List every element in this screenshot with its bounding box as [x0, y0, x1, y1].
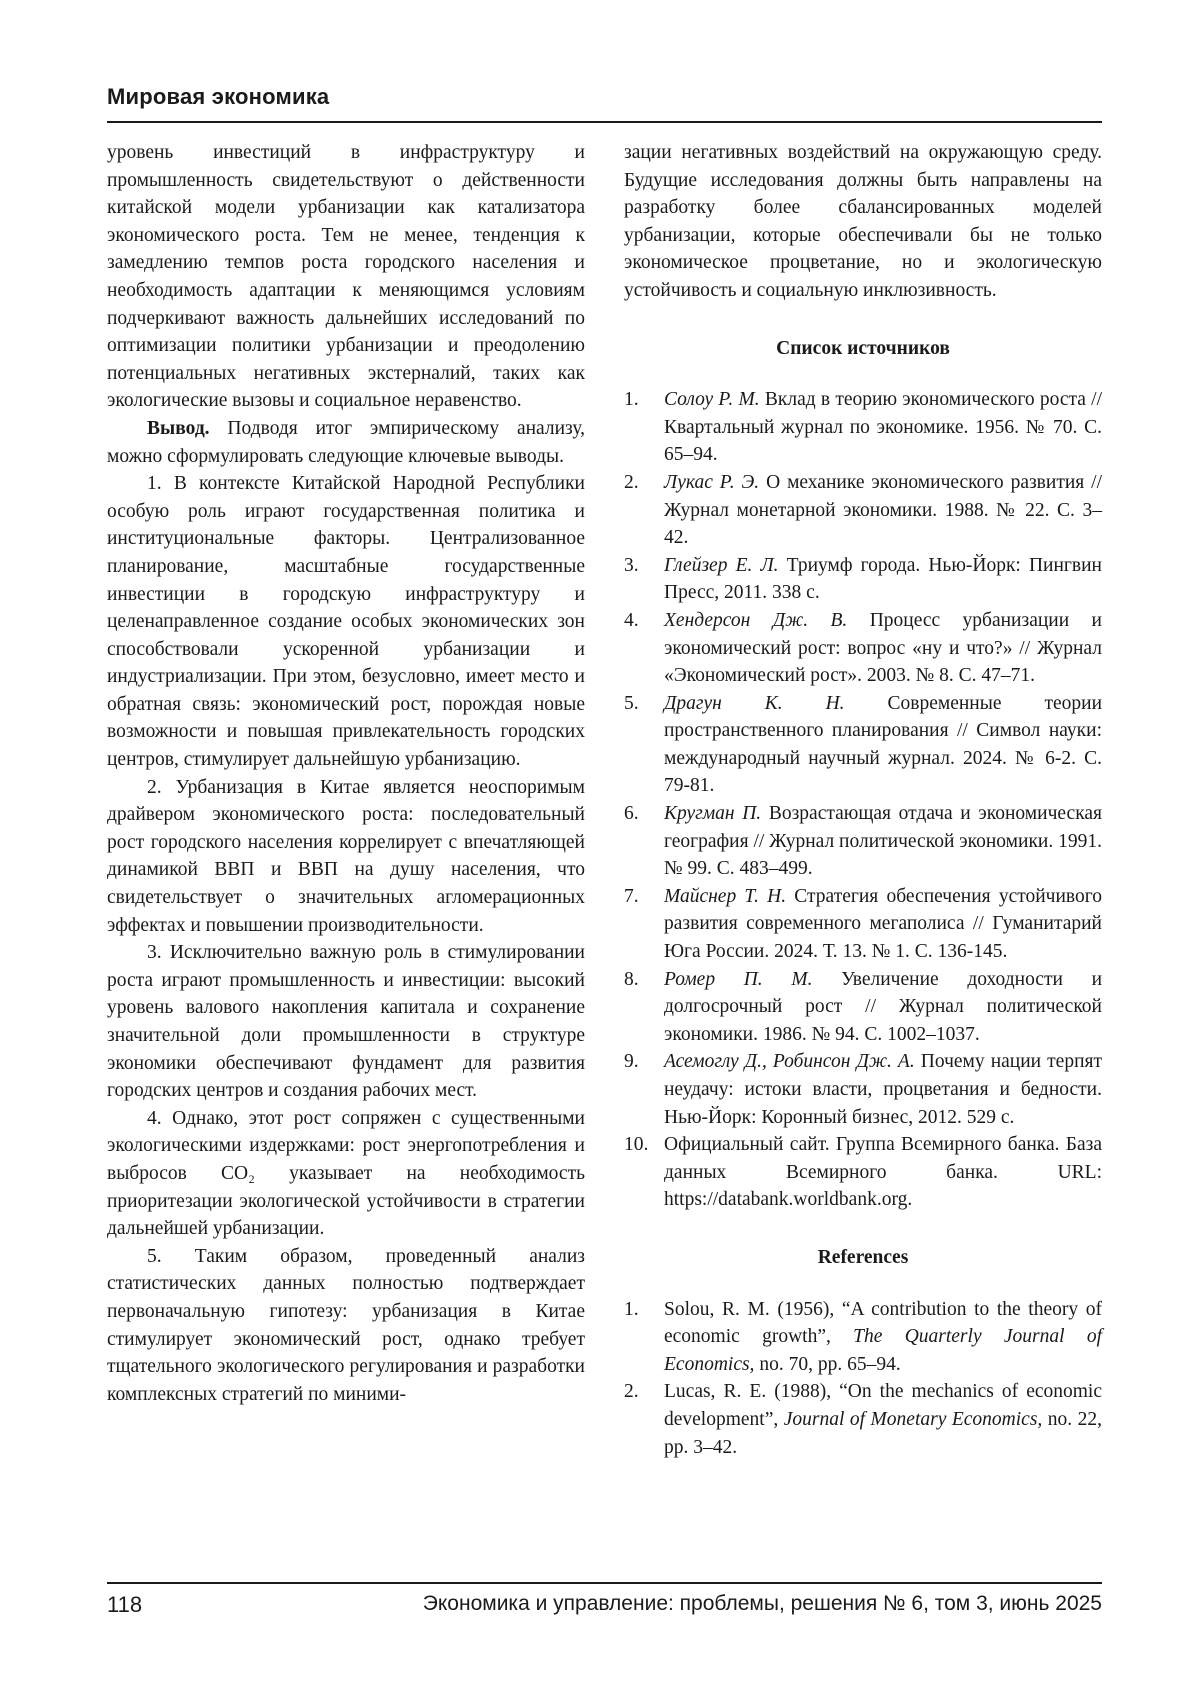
- source-number: 1.: [624, 389, 639, 411]
- source-item: [624, 690, 1102, 800]
- sources-heading: Список источников: [776, 337, 950, 359]
- left-column: [107, 139, 585, 1408]
- right-column: [624, 139, 1102, 1461]
- reference-text: [664, 1296, 1102, 1379]
- source-number: 6.: [624, 803, 639, 825]
- reference-number: 1.: [624, 1298, 639, 1320]
- source-text: [664, 469, 1102, 552]
- footer-rule: [107, 1582, 1102, 1584]
- reference-pre: Lucas, R. E. (1988), “On the mechanics of economic development”,: [664, 1381, 1102, 1430]
- source-author: Драгун К. Н.: [664, 692, 845, 714]
- source-author: Кругман П.: [664, 803, 762, 825]
- source-author: Асемоглу Д., Робинсон Дж. А.: [664, 1051, 915, 1073]
- source-text: [664, 386, 1102, 469]
- source-number: 10.: [624, 1134, 649, 1156]
- source-author: Хендерсон Дж. В.: [664, 609, 848, 631]
- conclusion-point-2: 2. Урбанизация в Китае является неоспоримым драйвером экономического роста: последовательный рост городского населения коррелирует с впечатляющей динамикой ВВП и ВВП на душу населения, что свидетельствует о значительных агломерационных эффектах и повышении производительности.: [107, 776, 585, 936]
- source-number: 9.: [624, 1051, 639, 1073]
- conclusion-point-4: 4. Однако, этот рост сопряжен с существенными экологическими издержками: рост энергопотребления и выбросов CO₂ указывает на необходимость приоритезации экологической устойчивости в стратегии дальнейшей урбанизации.: [107, 1107, 585, 1240]
- paragraph: зации негативных воздействий на окружающую среду. Будущие исследования должны быть направлены на разработку более сбалансированных моделей урбанизации, которые обеспечивали бы не только экономическое процветание, но и экологическую устойчивость и социальную инклюзивность.: [624, 142, 1102, 301]
- header-rule: [107, 121, 1102, 123]
- conclusion-point-5: 5. Таким образом, проведенный анализ статистических данных полностью подтверждает первоначальную гипотезу: урбанизация в Китае стимулирует экономический рост, однако требует тщательного экологического регулирования и разработки комплексных стратегий по миними-: [107, 1245, 585, 1405]
- conclusion-paragraph: [107, 415, 585, 470]
- source-item: [624, 1131, 1102, 1214]
- source-body: О механике экономического развития // Журнал монетарной экономики. 1988. № 22. С. 3–42.: [664, 471, 1102, 549]
- source-text: [664, 966, 1102, 1049]
- source-number: 7.: [624, 885, 639, 907]
- source-number: 4.: [624, 609, 639, 631]
- source-number: 8.: [624, 968, 639, 990]
- source-text: [664, 552, 1102, 607]
- source-item: [624, 1048, 1102, 1131]
- source-body: Процесс урбанизации и экономический рост: вопрос «ну и что?» // Журнал «Экономический рост». 2003. № 8. С. 47–71.: [664, 609, 1102, 687]
- reference-post: no. 22, pp. 3–42.: [664, 1408, 1103, 1458]
- source-body: Вклад в теорию экономического роста // Квартальный журнал по экономике. 1956. № 70. С. 65–94.: [664, 389, 1102, 466]
- source-body: Возрастающая отдача и экономическая география // Журнал политической экономики. 1991. № 99. С. 483–499.: [664, 803, 1102, 880]
- reference-number: 2.: [624, 1381, 639, 1403]
- sources-list: [624, 386, 1102, 1214]
- source-text: [664, 800, 1102, 883]
- reference-pre: Solou, R. M. (1956), “A contribution to the theory of economic growth”,: [664, 1298, 1102, 1348]
- reference-journal: The Quarterly Journal of Economics,: [664, 1326, 1103, 1375]
- references-heading: References: [817, 1246, 909, 1268]
- conclusion-label: Вывод.: [147, 417, 210, 439]
- conclusion-point-3: 3. Исключительно важную роль в стимулировании роста играют промышленность и инвестиции: высокий уровень валового накопления капитала и сохранение значительной доли промышленности в структуре экономики обеспечивают фундамент для развития городских центров и создания рабочих мест.: [107, 942, 585, 1102]
- source-item: [624, 469, 1102, 552]
- running-header: Мировая экономика: [107, 84, 330, 109]
- paragraph: уровень инвестиций в инфраструктуру и промышленность свидетельствуют о действенности китайской модели урбанизации как катализатора экономического роста. Тем не менее, тенденция к замедлению темпов роста городского населения и необходимость адаптации к меняющимся условиям подчеркивают важность дальнейших исследований по оптимизации политики урбанизации и преодолению потенциальных негативных экстерналий, таких как экологические вызовы и социальное неравенство.: [107, 142, 585, 412]
- source-item: [624, 552, 1102, 607]
- reference-item: [624, 1378, 1102, 1461]
- source-body: Современные теории пространственного планирования // Символ науки: международный научный журнал. 2024. № 6-2. С. 79-81.: [664, 692, 1102, 797]
- source-text: [664, 883, 1102, 966]
- conclusion-text: Подводя итог эмпирическому анализу, можно сформулировать следующие ключевые выводы.: [107, 417, 585, 467]
- reference-journal: Journal of Monetary Economics,: [783, 1408, 1043, 1430]
- journal-footer: Экономика и управление: проблемы, решения № 6, том 3, июнь 2025: [422, 1592, 1102, 1615]
- source-number: 5.: [624, 692, 639, 714]
- conclusion-point-1: 1. В контексте Китайской Народной Республики особую роль играют государственная политика и институциональные факторы. Централизованное планирование, масштабные государственные инвестиции в городскую инфраструктуру и целенаправленное создание особых экономических зон способствовали ускоренной урбанизации и индустриализации. При этом, безусловно, имеет место и обратная связь: экономический рост, порождая новые возможности и повышая привлекательность городских центров, стимулирует дальнейшую урбанизацию.: [107, 473, 585, 771]
- source-item: [624, 386, 1102, 469]
- reference-text: [664, 1378, 1102, 1461]
- source-item: [624, 607, 1102, 690]
- reference-post: no. 70, pp. 65–94.: [754, 1353, 901, 1375]
- source-author: Солоу Р. М.: [664, 389, 760, 411]
- source-body: Почему нации терпят неудачу: истоки власти, процветания и бедности. Нью-Йорк: Коронный бизнес, 2012. 529 с.: [664, 1051, 1102, 1128]
- source-author: Ромер П. М.: [664, 968, 813, 990]
- source-author: Майснер Т. Н.: [664, 885, 787, 907]
- references-list: [624, 1296, 1102, 1462]
- source-number: 3.: [624, 554, 639, 576]
- source-item: [624, 966, 1102, 1049]
- source-text: [664, 607, 1102, 690]
- source-text: [664, 1048, 1102, 1131]
- source-text: [664, 690, 1102, 800]
- source-item: [624, 800, 1102, 883]
- source-body: Стратегия обеспечения устойчивого развития современного мегаполиса // Гуманитарий Юга России. 2024. Т. 13. № 1. С. 136-145.: [664, 885, 1102, 963]
- source-text: [664, 1131, 1102, 1214]
- reference-item: [624, 1296, 1102, 1379]
- page-number: 118: [107, 1592, 143, 1617]
- source-body: Увеличение доходности и долгосрочный рост // Журнал политической экономики. 1986. № 94. С. 1002–1037.: [664, 968, 1103, 1045]
- source-author: Лукас Р. Э.: [664, 471, 760, 493]
- source-number: 2.: [624, 471, 639, 493]
- source-author: Глейзер Е. Л.: [664, 554, 779, 576]
- source-body: Официальный сайт. Группа Всемирного банка. База данных Всемирного банка. URL: https://databank.worldbank.org.: [664, 1134, 1102, 1211]
- source-item: [624, 883, 1102, 966]
- source-body: Триумф города. Нью-Йорк: Пингвин Пресс, 2011. 338 с.: [664, 554, 1102, 604]
